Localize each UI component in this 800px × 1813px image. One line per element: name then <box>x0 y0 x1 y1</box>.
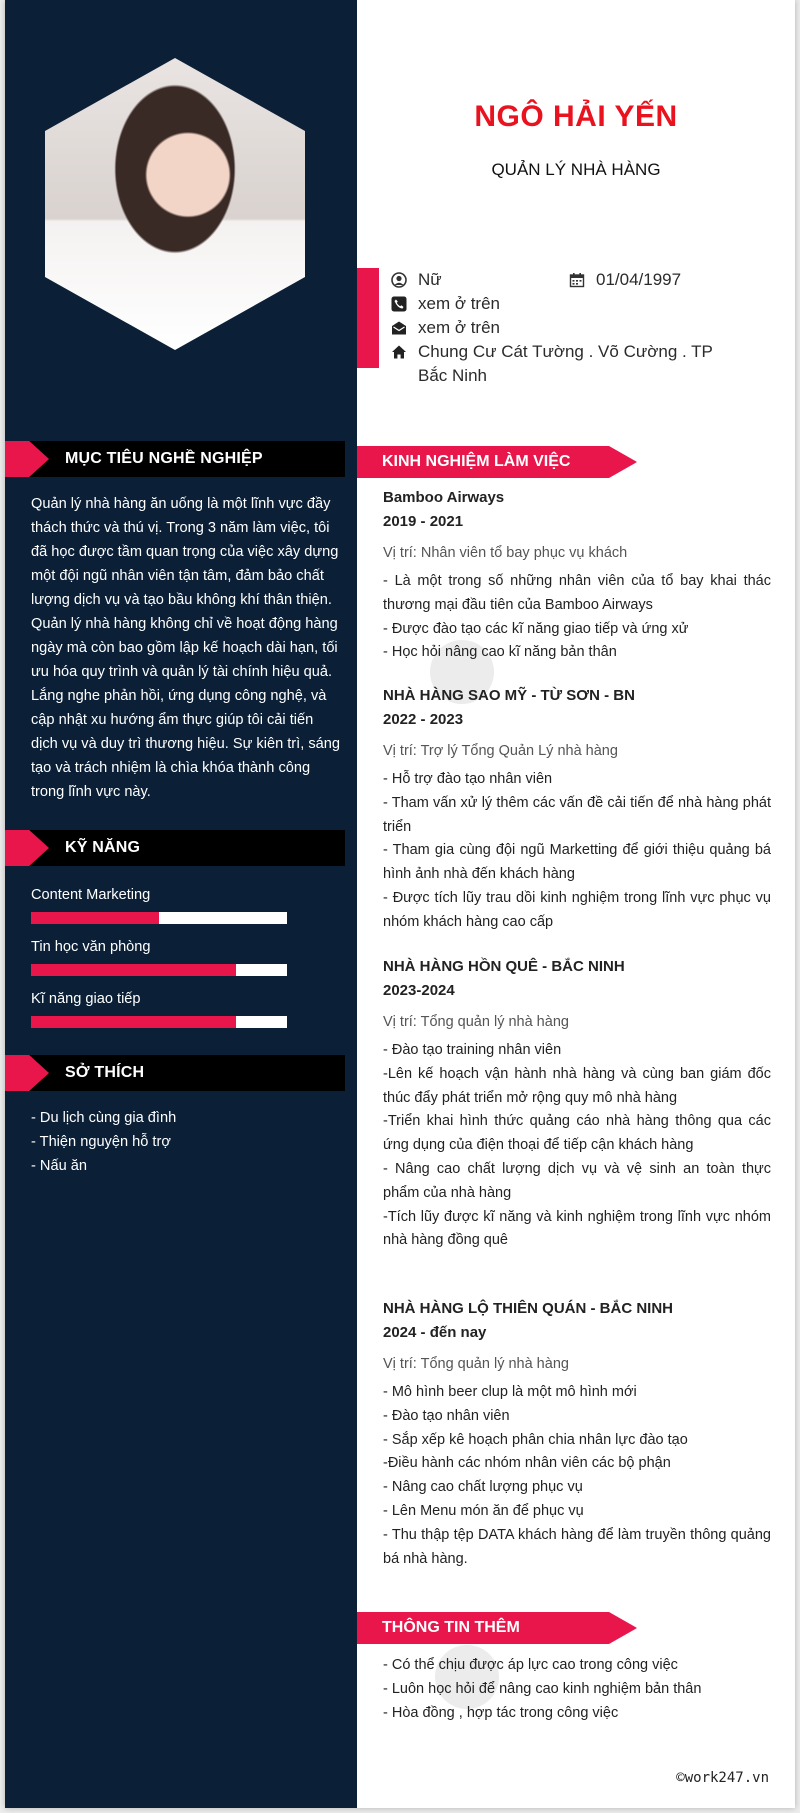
job-entry <box>383 1297 771 1571</box>
extra-info-item: - Hòa đồng , hợp tác trong công việc <box>383 1705 619 1721</box>
experience-heading-label: KINH NGHIỆM LÀM VIỆC <box>382 453 571 470</box>
footer-credit: ©work247.vn <box>676 1770 769 1786</box>
job-details <box>383 570 771 665</box>
job-details <box>383 1039 771 1253</box>
extra-info-heading <box>357 1612 637 1644</box>
job-detail-item: - Được tích lũy trau dồi kinh nghiệm trong lĩnh vực phục vụ nhóm khách hàng cao cấp <box>383 889 771 930</box>
contact-accent-bar <box>357 268 379 368</box>
job-detail-item: - Đào tạo nhân viên <box>383 1407 510 1424</box>
avatar <box>45 58 305 350</box>
user-icon <box>390 268 408 292</box>
job-entry <box>383 684 771 935</box>
candidate-name: NGÔ HẢI YẾN <box>474 100 678 133</box>
contact-info <box>390 268 750 388</box>
hobbies-heading <box>5 1055 345 1091</box>
job-entry <box>383 486 771 665</box>
job-title: QUẢN LÝ NHÀ HÀNG <box>491 160 661 179</box>
address-row <box>390 340 750 388</box>
skill-item <box>31 990 291 1028</box>
hobby-item: - Nấu ăn <box>31 1158 87 1174</box>
job-position: Vị trí: Nhân viên tổ bay phục vụ khách <box>383 545 628 561</box>
skill-name: Kĩ năng giao tiếp <box>31 991 141 1007</box>
gender-value: Nữ <box>418 270 442 289</box>
job-company: NHÀ HÀNG HỒN QUÊ - BẮC NINH <box>383 958 625 975</box>
job-detail-item: - Nâng cao chất lượng dịch vụ và vệ sinh an toàn thực phẩm của nhà hàng <box>383 1160 771 1201</box>
job-detail-item: - Tham vấn xử lý thêm các vấn đề cải tiến để nhà hàng phát triển <box>383 794 771 835</box>
profile-photo <box>45 58 305 350</box>
email-value: xem ở trên <box>418 318 501 337</box>
job-detail-item: - Là một trong số những nhân viên của tổ bay khai thác thương mại đầu tiên của Bamboo Airways <box>383 573 771 613</box>
job-detail-item: - Sắp xếp kê hoạch phân chia nhân lực đào tạo <box>383 1431 688 1448</box>
job-detail-item: -Tích lũy được kĩ năng và kinh nghiệm trong lĩnh vực nhóm nhà hàng đồng quê <box>383 1208 771 1249</box>
job-company: NHÀ HÀNG SAO MỸ - TỪ SƠN - BN <box>383 687 635 704</box>
job-entry <box>383 955 771 1253</box>
phone-row <box>390 292 750 316</box>
experience-heading <box>357 446 637 478</box>
skill-bar <box>31 964 287 976</box>
objective-heading-label: MỤC TIÊU NGHỀ NGHIỆP <box>65 450 263 467</box>
job-detail-item: -Lên kế hoạch vận hành nhà hàng và cùng ban giám đốc thúc đẩy phát triển mở rộng quy mô nhà hàng <box>383 1065 771 1106</box>
home-icon <box>390 340 408 364</box>
job-detail-item: - Học hỏi nâng cao kĩ năng bản thân <box>383 644 617 661</box>
skill-name: Content Marketing <box>31 887 151 903</box>
skill-bar-fill <box>31 912 159 924</box>
job-detail-item: - Hỗ trợ đào tạo nhân viên <box>383 771 553 787</box>
phone-icon <box>390 292 408 316</box>
job-details <box>383 1381 771 1571</box>
email-row <box>390 316 750 340</box>
skill-bar-fill <box>31 1016 236 1028</box>
sidebar <box>5 0 357 1808</box>
dob-value: 01/04/1997 <box>596 270 682 289</box>
job-period: 2019 - 2021 <box>383 513 464 530</box>
cv-page <box>5 0 795 1808</box>
job-period: 2022 - 2023 <box>383 711 464 728</box>
skills-heading <box>5 830 345 866</box>
hobbies-heading-label: SỞ THÍCH <box>65 1064 145 1081</box>
extra-info-heading-label: THÔNG TIN THÊM <box>382 1619 520 1636</box>
hobby-item: - Du lịch cùng gia đình <box>31 1110 177 1126</box>
hobbies-list <box>31 1106 176 1178</box>
job-position: Vị trí: Tổng quản lý nhà hàng <box>383 1014 569 1030</box>
job-detail-item: - Thu thập tệp DATA khách hàng để làm truyền thông quảng bá nhà hàng. <box>383 1526 771 1567</box>
skills-heading-label: KỸ NĂNG <box>65 839 141 856</box>
job-detail-item: -Triển khai hình thức quảng cáo nhà hàng thông qua các ứng dụng của điện thoại để tiếp cận khách hàng <box>383 1113 771 1154</box>
address-value: Chung Cư Cát Tường . Võ Cường . TP Bắc Ninh <box>418 342 713 385</box>
job-position: Vị trí: Trợ lý Tổng Quản Lý nhà hàng <box>383 743 618 759</box>
job-detail-item: - Lên Menu món ăn để phục vụ <box>383 1502 584 1519</box>
skill-bar <box>31 912 287 924</box>
job-period: 2024 - đến nay <box>383 1324 487 1341</box>
job-detail-item: - Tham gia cùng đội ngũ Marketting để giới thiệu quảng bá hình ảnh nhà đến khách hàng <box>383 842 771 883</box>
skill-bar-fill <box>31 964 236 976</box>
job-position: Vị trí: Tổng quản lý nhà hàng <box>383 1356 569 1372</box>
calendar-icon <box>568 268 586 292</box>
extra-info-item: - Có thể chịu được áp lực cao trong công việc <box>383 1657 678 1673</box>
job-detail-item: - Đào tạo training nhân viên <box>383 1042 562 1058</box>
job-detail-item: - Nâng cao chất lượng phục vụ <box>383 1479 583 1496</box>
objective-heading <box>5 441 345 477</box>
job-company: Bamboo Airways <box>383 489 505 506</box>
skill-item <box>31 938 291 976</box>
job-detail-item: -Điều hành các nhóm nhân viên các bộ phận <box>383 1455 671 1472</box>
hobby-item: - Thiện nguyện hỗ trợ <box>31 1134 171 1150</box>
extra-info-list <box>383 1653 701 1725</box>
job-detail-item: - Được đào tạo các kĩ năng giao tiếp và ứng xử <box>383 620 689 637</box>
extra-info-item: - Luôn học hỏi để nâng cao kinh nghiệm bản thân <box>383 1681 702 1697</box>
dob-row <box>568 268 681 292</box>
phone-value: xem ở trên <box>418 294 501 313</box>
envelope-icon <box>390 316 408 340</box>
skill-name: Tin học văn phòng <box>31 939 151 955</box>
skill-bar <box>31 1016 287 1028</box>
skill-item <box>31 886 291 924</box>
job-company: NHÀ HÀNG LỘ THIÊN QUÁN - BẮC NINH <box>383 1300 673 1317</box>
job-detail-item: - Mô hình beer clup là một mô hình mới <box>383 1384 637 1400</box>
job-details <box>383 768 771 935</box>
job-period: 2023-2024 <box>383 982 455 999</box>
objective-text: Quản lý nhà hàng ăn uống là một lĩnh vực đầy thách thức và thú vị. Trong 3 năm làm việc, tôi đã học được tầm quan trọng của việc xây dựng một đội ngũ nhân viên tận tâm, đảm bảo chất lượng dịch vụ và tạo bầu không khí thân thiện. Quản lý nhà hàng không chỉ về hoạt động hàng ngày mà còn bao gồm lập kế hoạch dài hạn, tối ưu hóa quy trình và quản lý tài chính hiệu quả. Lắng nghe phản hồi, ứng dụng công nghệ, và cập nhật xu hướng ẩm thực giúp tôi cải tiến dịch vụ và duy trì thương hiệu. Sự kiên trì, sáng tạo và trách nhiệm là chìa khóa thành công trong lĩnh vực này. <box>31 496 340 800</box>
